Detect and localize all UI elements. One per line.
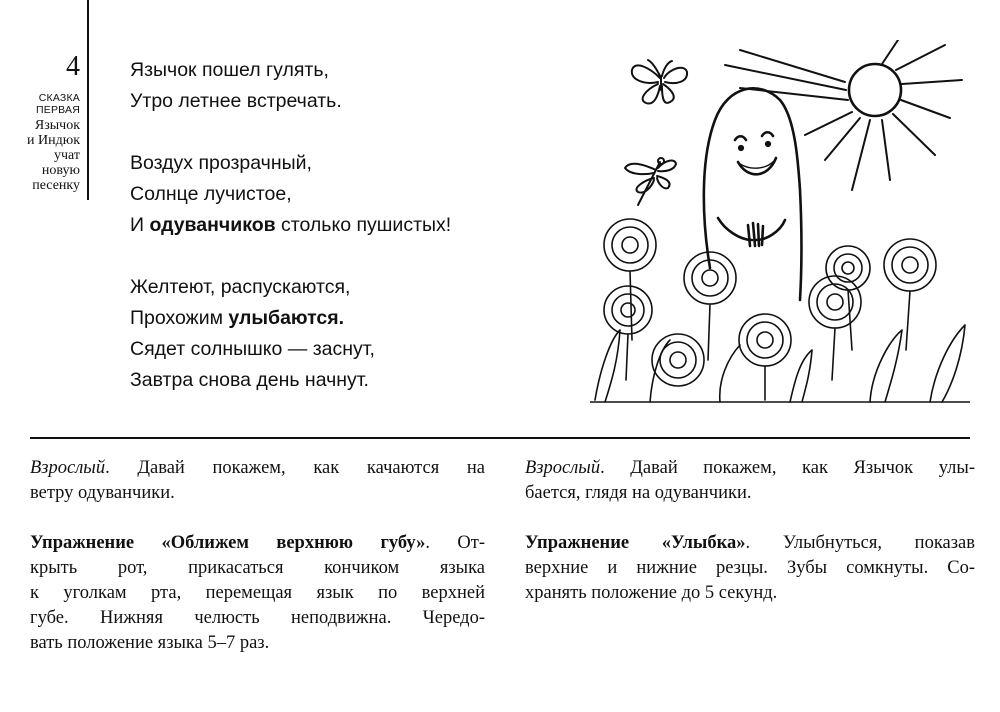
poem-line: Сядет солнышко — заснут, bbox=[130, 338, 375, 360]
tongue-character bbox=[704, 88, 802, 300]
exercise-title: Упражнение «Оближем верхнюю губу» bbox=[30, 533, 426, 553]
section-label-line: СКАЗКА bbox=[38, 92, 80, 104]
section-title-line: песенку bbox=[32, 178, 80, 193]
text-line: крыть рот, прикасаться кончиком языка bbox=[30, 558, 485, 578]
poem bbox=[130, 55, 560, 396]
poem-line: Утро летнее встречать. bbox=[130, 90, 342, 112]
section-title-line: учат bbox=[53, 148, 80, 163]
text-line: верхние и нижние резцы. Зубы сомкнуты. Со- bbox=[525, 558, 975, 578]
poem-line: Воздух прозрачный, bbox=[130, 152, 312, 174]
speaker-label: Взрослый bbox=[525, 458, 601, 478]
section-divider bbox=[30, 437, 970, 439]
sidebar bbox=[0, 0, 88, 200]
section-label bbox=[0, 92, 80, 116]
poem-line: Язычок пошел гулять, bbox=[130, 59, 329, 81]
speaker-label: Взрослый bbox=[30, 458, 106, 478]
exercise-title: Упражнение «Улыбка» bbox=[525, 533, 746, 553]
butterfly-icon bbox=[632, 60, 687, 104]
instruction-column-left bbox=[30, 456, 485, 681]
paragraph bbox=[30, 531, 485, 656]
text-line: Взрослый. Давай покажем, как качаются на bbox=[30, 458, 485, 478]
poem-line: И одуванчиков столько пушистых! bbox=[130, 214, 452, 236]
instruction-column-right bbox=[525, 456, 975, 631]
poem-line: Завтра снова день начнут. bbox=[130, 369, 369, 391]
text-line: губе. Нижняя челюсть неподвижна. Чередо- bbox=[30, 608, 485, 628]
poem-line: Желтеют, распускаются, bbox=[130, 276, 351, 298]
text-line: ветру одуванчики. bbox=[30, 483, 175, 503]
illustration bbox=[590, 40, 970, 405]
bold-word: улыбаются. bbox=[228, 307, 345, 329]
dandelion-icon bbox=[739, 314, 791, 400]
page-number: 4 bbox=[66, 51, 80, 82]
dandelion-icon bbox=[884, 239, 936, 350]
text-line: Упражнение «Улыбка». Улыбнуться, показав bbox=[525, 533, 975, 553]
section-label-line: ПЕРВАЯ bbox=[36, 104, 80, 116]
section-title-line: Язычок bbox=[34, 118, 80, 133]
paragraph bbox=[525, 531, 975, 606]
text-line: Упражнение «Оближем верхнюю губу». От- bbox=[30, 533, 486, 553]
text-line: к уголкам рта, перемещая язык по верхней bbox=[30, 583, 485, 603]
sidebar-divider bbox=[87, 0, 89, 200]
leaves bbox=[590, 325, 970, 402]
text-line: хранять положение до 5 секунд. bbox=[525, 583, 778, 603]
dandelion-icon bbox=[604, 286, 652, 380]
dandelion-icon bbox=[826, 246, 870, 350]
dandelion-icon bbox=[809, 276, 861, 380]
section-title-line: и Индюк bbox=[27, 133, 80, 148]
dragonfly-icon bbox=[625, 158, 676, 205]
text-line: бается, глядя на одуванчики. bbox=[525, 483, 752, 503]
dandelion-flowers bbox=[604, 219, 936, 400]
dandelion-icon bbox=[652, 334, 704, 386]
poem-line: Прохожим улыбаются. bbox=[130, 307, 345, 329]
poem-line: Солнце лучистое, bbox=[130, 183, 292, 205]
section-title-line: новую bbox=[41, 163, 80, 178]
section-title bbox=[0, 118, 80, 193]
paragraph bbox=[525, 456, 975, 506]
bold-word: одуванчиков bbox=[149, 214, 276, 236]
paragraph bbox=[30, 456, 485, 506]
text-line: вать положение языка 5–7 раз. bbox=[30, 633, 270, 653]
text-line: Взрослый. Давай покажем, как Язычок улы- bbox=[525, 458, 975, 478]
